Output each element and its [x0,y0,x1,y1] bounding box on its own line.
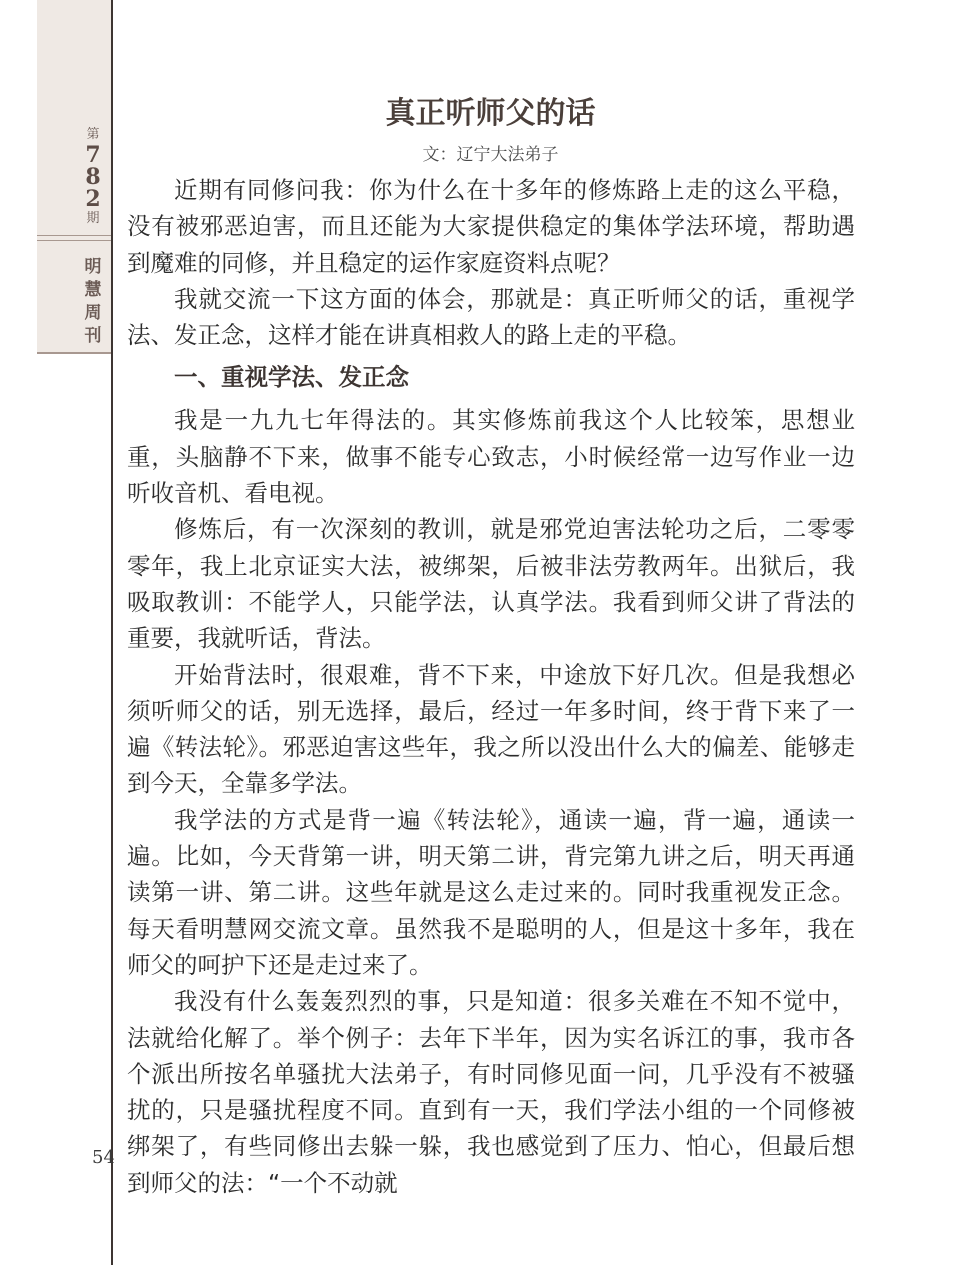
article-body [127,172,855,1201]
paragraph: 我就交流一下这方面的体会，那就是：真正听师父的话，重视学法、发正念，这样才能在讲真相救人的路上走的平稳。 [127,284,855,350]
page-number: 54 [92,1147,115,1168]
paragraph: 我是一九九七年得法的。其实修炼前我这个人比较笨，思想业重，头脑静不下来，做事不能专心致志，小时候经常一边写作业一边听收音机、看电视。 [127,406,855,508]
paragraph: 修炼后，有一次深刻的教训，就是邪党迫害法轮功之后，二零零零年，我上北京证实大法，被绑架，后被非法劳教两年。出狱后，我吸取教训：不能学人，只能学法，认真学法。我看到师父讲了背法的重要，我就听话，背法。 [127,515,855,653]
margin-rule [111,0,113,1265]
magazine-name [78,256,108,348]
article-byline: 文：辽宁大法弟子 [422,145,559,165]
paragraph: 我学法的方式是背一遍《转法轮》，通读一遍，背一遍，通读一遍。比如，今天背第一讲，明天第二讲，背完第九讲之后，明天再通读第一讲、第二讲。这些年就是这么走过来的。同时我重视发正念。每天看明慧网交流文章。虽然我不是聪明的人，但是这十多年，我在师父的呵护下还是走过来了。 [127,805,855,979]
issue-number [76,126,110,228]
magazine-char: 明 [84,257,102,277]
section-heading: 一、重视学法、发正念 [174,363,409,392]
magazine-char: 慧 [84,280,102,300]
paragraph: 近期有同修问我：你为什么在十多年的修炼路上走的这么平稳，没有被邪恶迫害，而且还能为大家提供稳定的集体学法环境，帮助遇到魔难的同修，并且稳定的运作家庭资料点呢？ [127,176,855,277]
magazine-char: 刊 [84,326,102,346]
paragraph: 开始背法时，很艰难，背不下来，中途放下好几次。但是我想必须听师父的话，别无选择，最后，经过一年多时间，终于背下来了一遍《转法轮》。邪恶迫害这些年，我之所以没出什么大的偏差、能够走到今天，全靠多学法。 [127,660,855,798]
issue-prefix: 第 [86,127,100,142]
magazine-char: 周 [84,303,102,323]
issue-digit: 8 [85,164,101,190]
sidebar-divider [37,235,113,236]
sidebar-divider [37,240,113,241]
paragraph: 我没有什么轰轰烈烈的事，只是知道：很多关难在不知不觉中，法就给化解了。举个例子：去年下半年，因为实名诉江的事，我市各个派出所按名单骚扰大法弟子，有时同修见面一问，几乎没有不被骚扰的，只是骚扰程度不同。直到有一天，我们学法小组的一个同修被绑架了，有些同修出去躲一躲，我也感觉到了压力、怕心，但最后想到师父的法：“一个不动就 [127,987,855,1197]
issue-suffix: 期 [86,211,100,226]
issue-digit: 2 [85,186,101,212]
article-title: 真正听师父的话 [385,96,596,131]
issue-digit: 7 [85,142,101,168]
